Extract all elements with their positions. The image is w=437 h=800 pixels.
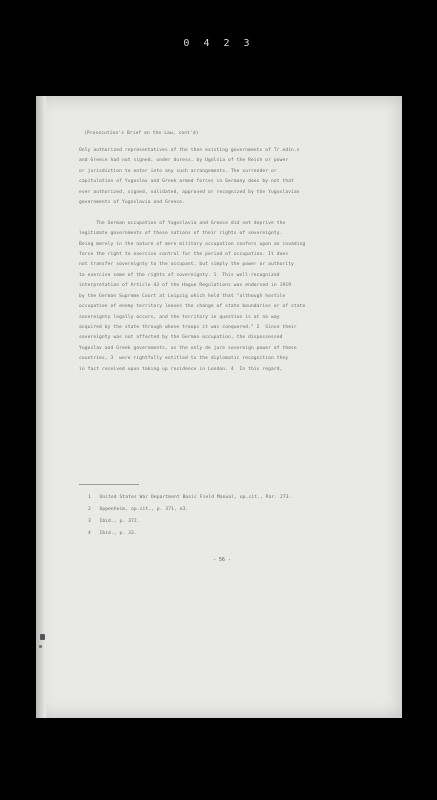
body-line: by the German Supreme Court at Leipzig which held that "although hostile	[79, 293, 286, 299]
body-line: not transfer sovereignty to the occupant, but simply the power or authority	[79, 262, 294, 268]
body-line: acquired by the state through whose troops it was conquered." 2 Since their	[79, 324, 297, 330]
footnote: 4 Ibid., p. 33.	[88, 531, 137, 536]
body-line: to exercise some of the rights of sovereignty. 1 This well-recognized	[79, 272, 280, 278]
body-line: and Greece had not signed, under duress, by Ugolsia of the Reich or power	[79, 158, 289, 164]
body-line: interpretation of Article 43 of the Hague Regulations was endorsed in 1919	[79, 283, 292, 289]
body-line: sovereignty legally occurs, and the territory in question is at no way	[79, 314, 280, 320]
document-body	[79, 146, 305, 375]
footnotes	[88, 492, 291, 540]
body-line: Only authorized representatives of the then existing governments of Tr.edin.s	[79, 148, 300, 153]
body-line: legitimate governments of these nations of their rights of sovereignty.	[79, 231, 283, 237]
body-line: The German occupation of Yugoslavia and Greece did not deprive the	[79, 220, 286, 226]
frame-number: 0 4 2 3	[183, 38, 254, 49]
body-line: in fact received upon taking up residence in London. 4 In this regard,	[79, 366, 283, 372]
document-header: (Prosecution's Brief on the Law, cont'd)	[84, 131, 199, 136]
body-line: sovereignty was not affected by the German occupation, the dispossessed	[79, 335, 283, 341]
body-line: governments of Yugoslavia and Greece.	[79, 200, 186, 206]
page-number: - 56 -	[213, 557, 232, 563]
body-line: force the right to exercise control for the period of occupation. It does	[79, 252, 289, 258]
body-line: capitulation of Yugoslav and Greek armed forces in Germany does by not that	[79, 179, 294, 185]
body-line: or jurisdiction to enter into any such arrangements. The surrender or	[79, 168, 277, 174]
body-line	[79, 208, 305, 218]
margin-mark-small	[39, 645, 42, 648]
body-line: occupation of enemy territory leaves the change of state boundaries or of state	[79, 304, 306, 310]
body-line: ever authorized, signed, validated, approved or recognized by the Yugoslavian	[79, 189, 300, 195]
footnote: 1 United States War Department Basic Field Manual, op.cit., Par. 273.	[88, 495, 292, 500]
footnote: 2 Oppenheim, op.cit., p. 371, n3.	[88, 507, 189, 512]
footnote-rule	[79, 484, 139, 485]
footnote: 3 Ibid., p. 372.	[88, 519, 140, 524]
body-line: Being merely in the nature of mere military occupation confers upon an invading	[79, 241, 306, 247]
body-line: countries, 3 were rightfully entitled to the diplomatic recognition they	[79, 356, 289, 362]
body-line: Yugoslav and Greek governments, as the only de jure sovereign power of these	[79, 345, 297, 351]
page-left-shadow	[36, 96, 46, 718]
margin-mark	[40, 634, 45, 640]
